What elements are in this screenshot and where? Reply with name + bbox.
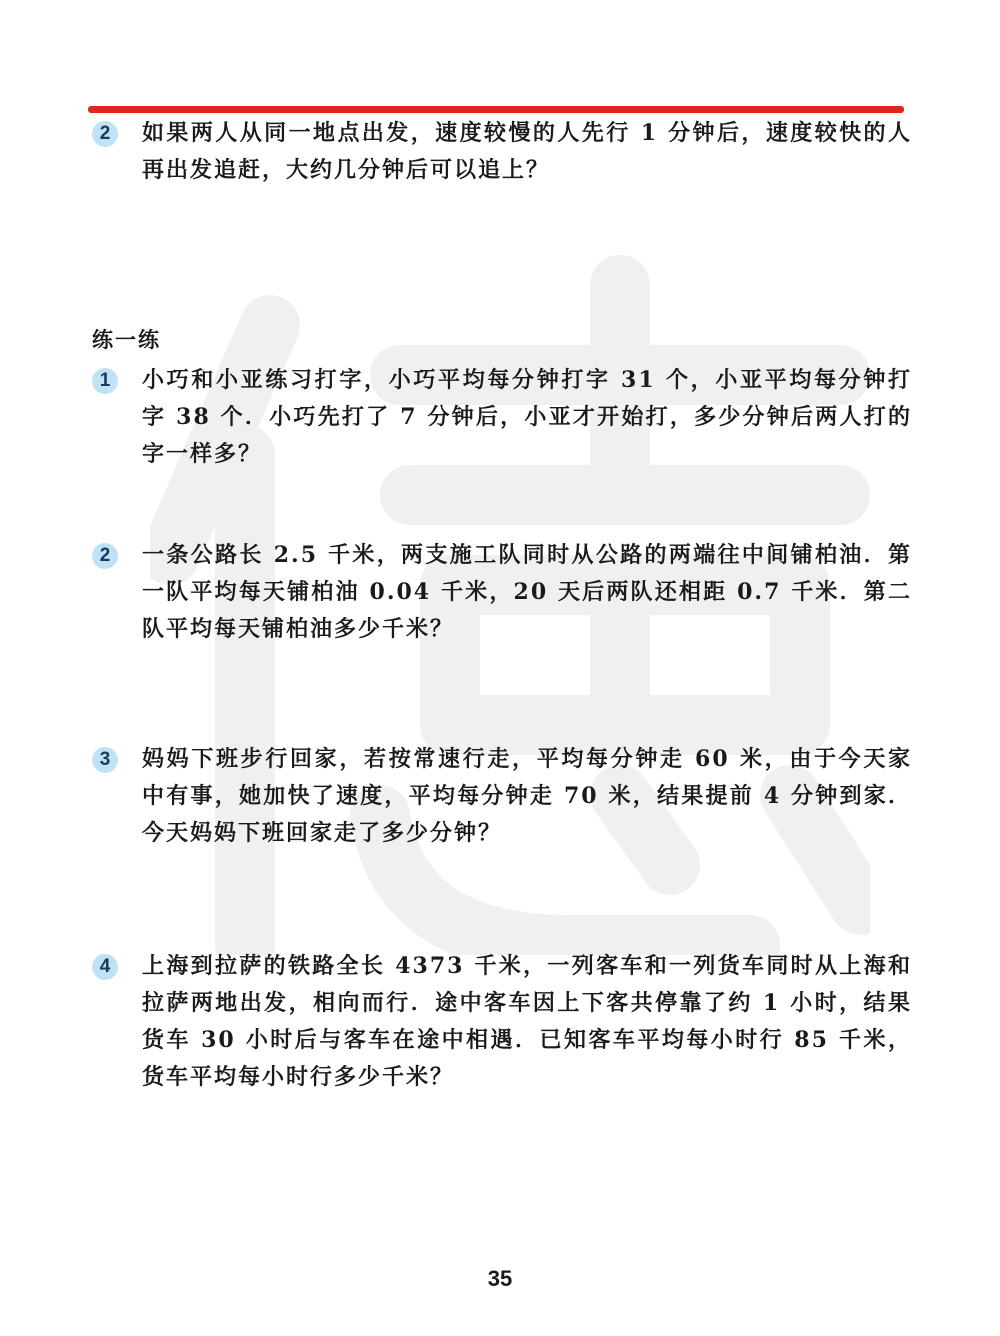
practice-number-badge: 1	[92, 368, 118, 394]
practice-number-badge: 4	[92, 954, 118, 980]
problem-number-badge: 2	[92, 121, 118, 147]
top-red-rule	[88, 106, 904, 113]
practice-number-badge: 2	[92, 543, 118, 569]
practice-number-badge: 3	[92, 747, 118, 773]
page-number: 35	[487, 1266, 513, 1291]
practice-item-text: 妈妈下班步行回家，若按常速行走，平均每分钟走 60 米，由于今天家中有事，她加快了速度，平均每分钟走 70 米，结果提前 4 分钟到家．今天妈妈下班回家走了多少分钟？	[142, 746, 912, 846]
problem-text: 如果两人从同一地点出发，速度较慢的人先行 1 分钟后，速度较快的人再出发追赶，大约几分钟后可以追上？	[142, 120, 912, 183]
practice-section-title: 练一练	[92, 327, 161, 352]
practice-item-text: 小巧和小亚练习打字，小巧平均每分钟打字 31 个，小亚平均每分钟打字 38 个．小巧先打了 7 分钟后，小亚才开始打，多少分钟后两人打的字一样多？	[142, 367, 912, 467]
practice-item-text: 一条公路长 2.5 千米，两支施工队同时从公路的两端往中间铺柏油．第一队平均每天铺柏油 0.04 千米，20 天后两队还相距 0.7 千米．第二队平均每天铺柏油多少千米？	[142, 542, 912, 642]
practice-item-text: 上海到拉萨的铁路全长 4373 千米，一列客车和一列货车同时从上海和拉萨两地出发，相向而行．途中客车因上下客共停靠了约 1 小时，结果货车 30 小时后与客车在途中相遇．已知客车平均每小时行 85 千米，货车平均每小时行多少千米？	[142, 953, 912, 1090]
